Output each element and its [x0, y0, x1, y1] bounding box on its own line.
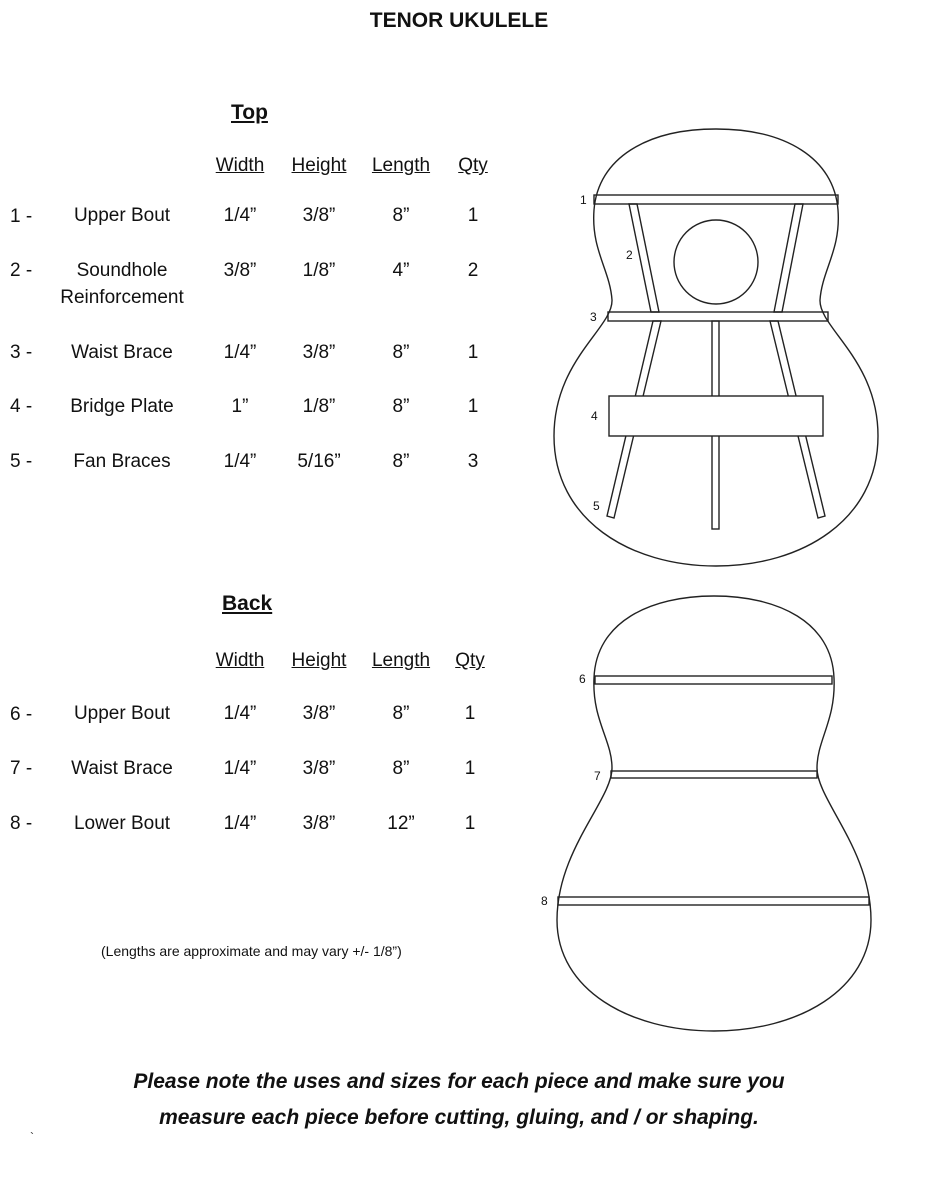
diagram-label-5: 5 [593, 499, 600, 513]
part-length: 8” [392, 396, 410, 417]
stray-mark: ` [30, 1130, 34, 1144]
top-section-heading: Top [231, 101, 268, 124]
diagram-label-8: 8 [541, 894, 548, 908]
part-qty: 1 [467, 396, 479, 417]
diagram-label-1: 1 [580, 193, 587, 207]
back-body-outline [557, 596, 871, 1031]
back-section-heading: Back [222, 592, 273, 615]
part-qty: 3 [467, 451, 479, 472]
diagram-label-7: 7 [594, 769, 601, 783]
part-name: Upper Bout [73, 205, 171, 226]
top-brace-soundhole-right [774, 204, 803, 312]
back-header-length: Length [371, 650, 431, 671]
top-header-height: Height [291, 155, 347, 176]
part-length: 8” [392, 205, 410, 226]
part-width: 1” [231, 396, 249, 417]
part-width: 1/4” [223, 342, 257, 363]
back-header-height: Height [291, 650, 347, 671]
top-brace-soundhole-left [629, 204, 659, 312]
part-qty: 1 [464, 758, 476, 779]
top-brace-waist [608, 312, 828, 321]
row-number: 5 - [10, 451, 33, 472]
back-brace-waist [611, 771, 817, 778]
part-width: 1/4” [223, 205, 257, 226]
back-header-qty: Qty [455, 650, 485, 671]
row-number: 3 - [10, 342, 33, 363]
top-bridge-plate [609, 396, 823, 436]
part-length: 8” [392, 451, 410, 472]
part-width: 3/8” [223, 260, 257, 281]
part-length: 8” [392, 342, 410, 363]
part-height: 3/8” [302, 813, 336, 834]
part-name: Soundhole Reinforcement [60, 260, 184, 308]
diagram-label-4: 4 [591, 409, 598, 423]
page-title: TENOR UKULELE [369, 9, 549, 32]
row-number: 1 - [10, 206, 33, 227]
part-height: 1/8” [302, 260, 336, 281]
part-length: 8” [392, 758, 410, 779]
diagram-label-2: 2 [626, 248, 633, 262]
part-height: 3/8” [302, 342, 336, 363]
part-width: 1/4” [223, 703, 257, 724]
part-qty: 1 [467, 205, 479, 226]
part-length: 4” [392, 260, 410, 281]
top-brace-upper-bout [594, 195, 838, 204]
diagram-label-3: 3 [590, 310, 597, 324]
part-qty: 1 [467, 342, 479, 363]
top-soundhole [674, 220, 758, 304]
part-width: 1/4” [223, 758, 257, 779]
part-width: 1/4” [223, 451, 257, 472]
part-name: Bridge Plate [70, 396, 174, 417]
part-name: Waist Brace [71, 342, 173, 363]
back-header-width: Width [215, 650, 265, 671]
part-height: 3/8” [302, 758, 336, 779]
part-name: Fan Braces [73, 451, 171, 472]
part-height: 3/8” [302, 703, 336, 724]
part-name: Waist Brace [71, 758, 173, 779]
back-brace-lower-bout [558, 897, 869, 905]
row-number: 6 - [10, 704, 33, 725]
part-qty: 2 [467, 260, 479, 281]
row-number: 8 - [10, 813, 33, 834]
part-name: Upper Bout [73, 703, 171, 724]
top-header-length: Length [371, 155, 431, 176]
back-brace-upper-bout [595, 676, 832, 684]
part-height: 5/16” [297, 451, 341, 472]
part-height: 3/8” [302, 205, 336, 226]
diagram-label-6: 6 [579, 672, 586, 686]
top-header-width: Width [215, 155, 265, 176]
part-height: 1/8” [302, 396, 336, 417]
part-width: 1/4” [223, 813, 257, 834]
part-name: Lower Bout [73, 813, 171, 834]
footer-line-2: measure each piece before cutting, gluing, and / or shaping. [159, 1106, 759, 1129]
footer-line-1: Please note the uses and sizes for each piece and make sure you [133, 1070, 785, 1093]
row-number: 2 - [10, 260, 33, 281]
part-length: 8” [392, 703, 410, 724]
part-length: 12” [387, 813, 415, 834]
part-qty: 1 [464, 813, 476, 834]
part-qty: 1 [464, 703, 476, 724]
top-header-qty: Qty [458, 155, 488, 176]
row-number: 4 - [10, 396, 33, 417]
row-number: 7 - [10, 758, 33, 779]
lengths-note: (Lengths are approximate and may vary +/- 1/8”) [101, 943, 402, 959]
